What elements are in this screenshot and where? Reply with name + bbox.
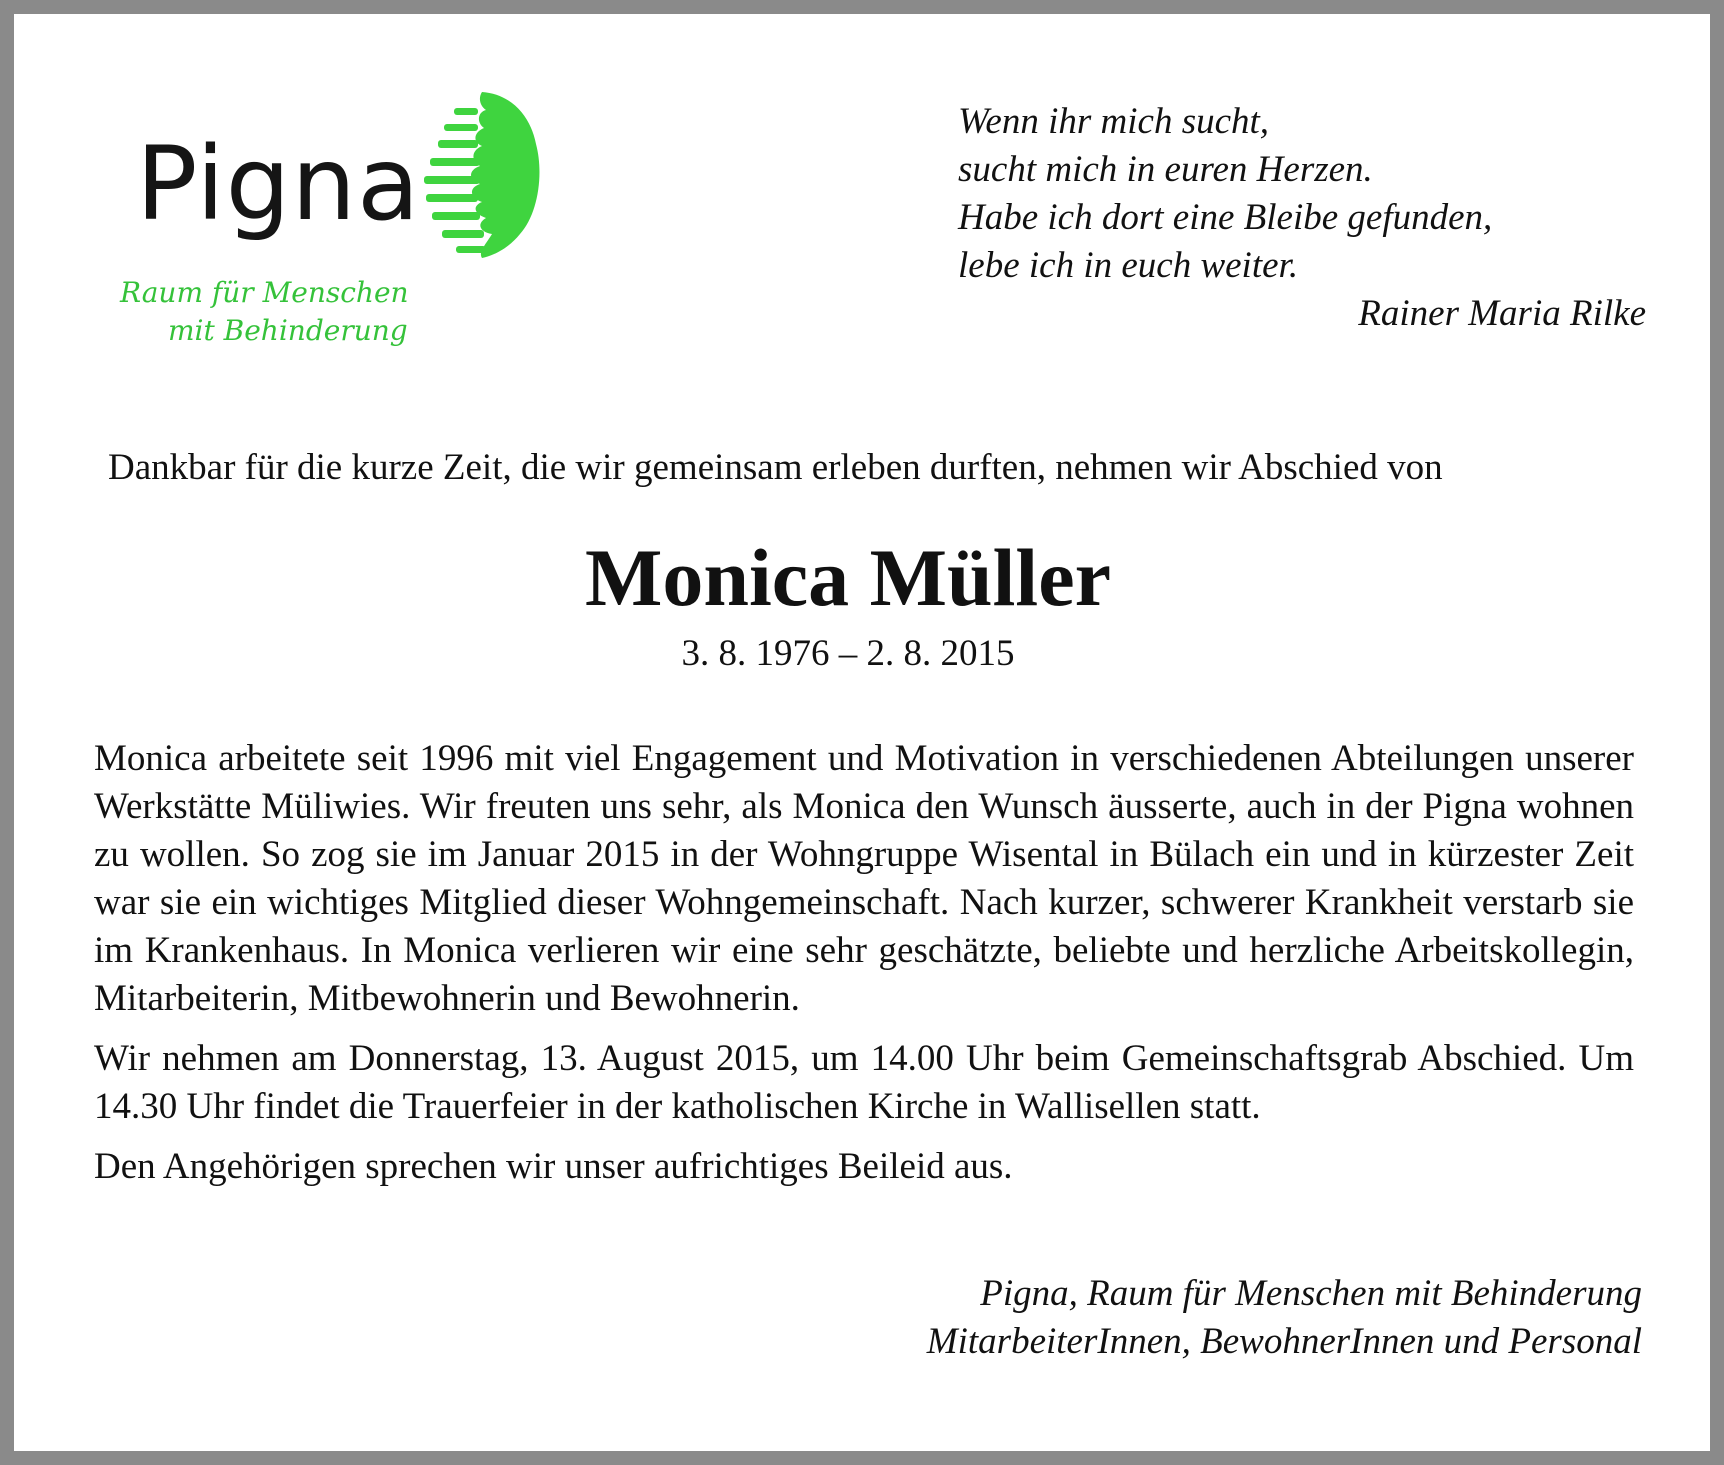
quote-line: Wenn ihr mich sucht,: [958, 101, 1270, 142]
logo-wordmark: Pigna: [136, 125, 421, 244]
signature: [642, 1270, 1642, 1366]
body-paragraph: Wir nehmen am Donnerstag, 13. August 2015, um 14.00 Uhr beim Gemeinschaftsgrab Abschied. Um 14.30 Uhr findet die Trauerfeier in der katholischen Kirche in Wallisellen statt.: [94, 1038, 1634, 1127]
body-paragraph: Monica arbeitete seit 1996 mit viel Engagement und Motivation in verschiedenen Abteilungen unserer Werkstätte Müliwies. Wir freuten uns sehr, als Monica den Wunsch äusserte, auch in der Pigna wohnen zu wollen. So zog sie im Januar 2015 in der Wohngruppe Wisental in Bülach ein und in kürzester Zeit war sie ein wichtiges Mitglied dieser Wohngemeinschaft. Nach kurzer, schwerer Krankheit verstarb sie im Krankenhaus. In Monica verlieren wir eine sehr geschätzte, beliebte und herzliche Arbeitskollegin, Mitarbeiterin, Mitbewohnerin und Bewohnerin.: [94, 738, 1634, 1019]
logo-tagline-line2: mit Behinderung: [168, 314, 408, 347]
deceased-name: Monica Müller: [584, 532, 1112, 623]
quote-line: sucht mich in euren Herzen.: [958, 149, 1373, 190]
signature-line2: MitarbeiterInnen, BewohnerInnen und Personal: [926, 1321, 1642, 1362]
logo-tagline-line1: Raum für Menschen: [120, 276, 409, 309]
pinecone-icon: [420, 84, 550, 264]
body-paragraph: Den Angehörigen sprechen wir unser aufrichtiges Beileid aus.: [94, 1146, 1013, 1187]
deceased-dates: 3. 8. 1976 – 2. 8. 2015: [681, 633, 1015, 674]
obituary-body: [94, 735, 1634, 1203]
rilke-quote: [958, 98, 1646, 338]
quote-line: Habe ich dort eine Bleibe gefunden,: [958, 197, 1493, 238]
signature-line1: Pigna, Raum für Menschen mit Behinderung: [980, 1273, 1642, 1314]
quote-author: Rainer Maria Rilke: [1358, 293, 1646, 334]
intro-text: Dankbar für die kurze Zeit, die wir gemeinsam erleben durften, nehmen wir Abschied von: [108, 447, 1443, 488]
logo-tagline: [120, 274, 409, 350]
quote-line: lebe ich in euch weiter.: [958, 245, 1299, 286]
pigna-logo: [120, 74, 580, 374]
obituary-page: [14, 14, 1710, 1451]
